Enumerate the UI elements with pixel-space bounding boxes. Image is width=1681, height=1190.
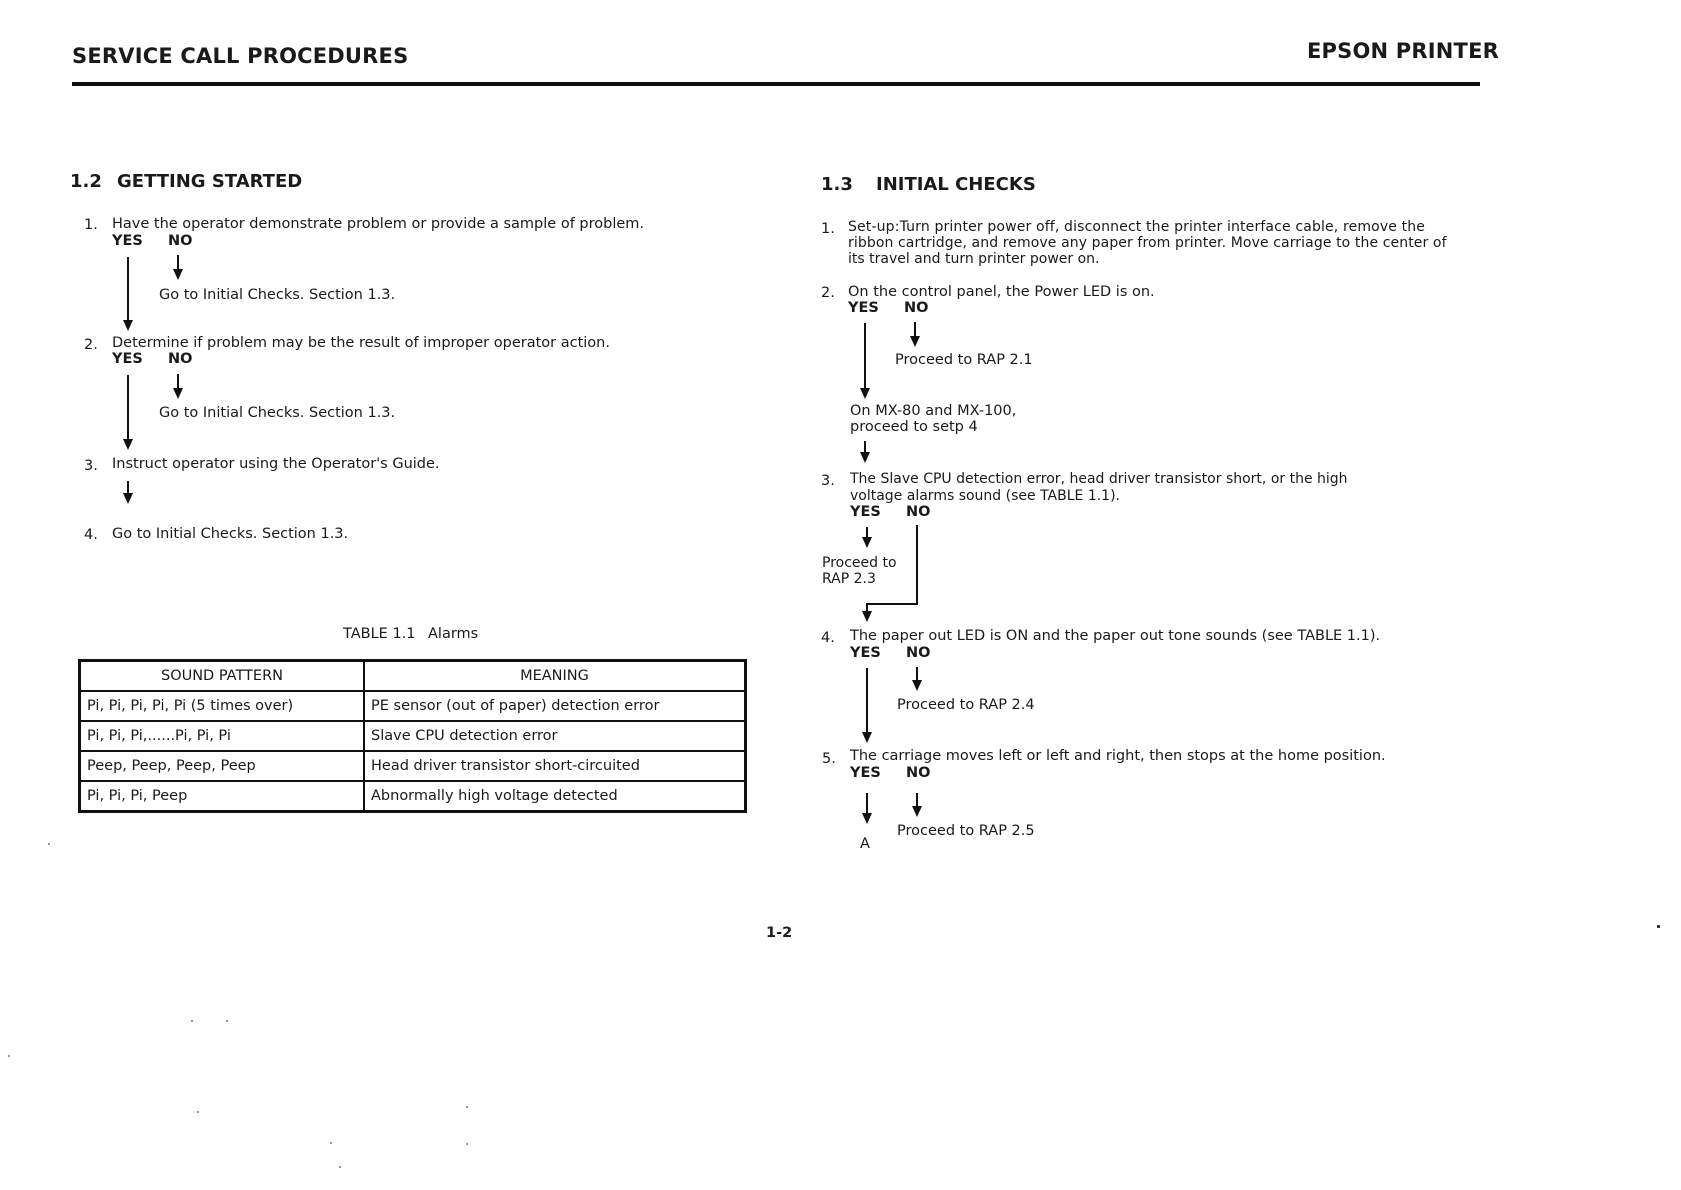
page-number: 1-2 bbox=[766, 925, 793, 941]
table-header-row bbox=[80, 661, 746, 692]
right-step-2-no-branch: Proceed to RAP 2.1 bbox=[895, 352, 1033, 368]
mx-note-line bbox=[864, 441, 866, 452]
left-step-1-no: NO bbox=[168, 233, 193, 249]
right-step-4-no-branch: Proceed to RAP 2.4 bbox=[897, 697, 1035, 713]
scan-speck bbox=[466, 1143, 468, 1145]
table-cell-meaning: PE sensor (out of paper) detection error bbox=[364, 691, 746, 721]
right-step-3-number: 3. bbox=[821, 473, 835, 489]
left-step-3-text: Instruct operator using the Operator's Guide. bbox=[112, 456, 440, 472]
right-step-3-merge-arrow bbox=[862, 611, 872, 622]
left-step-1-no-line bbox=[177, 255, 179, 269]
right-step-3-yes-line bbox=[866, 527, 868, 537]
table-cell-meaning: Slave CPU detection error bbox=[364, 721, 746, 751]
right-step-2-no-line bbox=[914, 322, 916, 336]
right-step-5-yes-line bbox=[866, 793, 868, 813]
header-left-title: SERVICE CALL PROCEDURES bbox=[72, 44, 409, 68]
right-step-2-text: On the control panel, the Power LED is on. bbox=[848, 284, 1155, 300]
left-step-1-number: 1. bbox=[84, 217, 98, 233]
table-row bbox=[80, 781, 746, 812]
right-step-5-no-arrow bbox=[912, 806, 922, 817]
header-rule bbox=[72, 82, 1480, 86]
right-step-5-yes-arrow bbox=[862, 813, 872, 824]
table-header-meaning: MEANING bbox=[364, 661, 746, 692]
connector-a: A bbox=[860, 836, 870, 852]
right-step-4-no-arrow bbox=[912, 680, 922, 691]
left-step-2-number: 2. bbox=[84, 337, 98, 353]
mx-note-line-2: proceed to setp 4 bbox=[850, 419, 978, 435]
right-step-1-line-1: Set-up:Turn printer power off, disconnect the printer interface cable, remove the bbox=[848, 219, 1426, 235]
right-step-2-number: 2. bbox=[821, 285, 835, 301]
right-step-3-no-line bbox=[916, 525, 918, 605]
alarms-table bbox=[78, 659, 747, 813]
table-caption-number: TABLE 1.1 bbox=[343, 626, 416, 642]
right-step-2-no: NO bbox=[904, 300, 929, 316]
right-step-3-yes: YES bbox=[850, 504, 881, 520]
right-step-3-yes-branch-line-2: RAP 2.3 bbox=[822, 571, 876, 587]
table-caption-title: Alarms bbox=[428, 626, 479, 642]
left-step-1-text: Have the operator demonstrate problem or provide a sample of problem. bbox=[112, 216, 645, 232]
right-step-5-no: NO bbox=[906, 765, 931, 781]
right-step-4-text: The paper out LED is ON and the paper out tone sounds (see TABLE 1.1). bbox=[850, 628, 1381, 644]
left-step-3-line bbox=[127, 481, 129, 493]
right-step-4-yes-line bbox=[866, 668, 868, 732]
table-cell-sound: Pi, Pi, Pi, Peep bbox=[80, 781, 365, 812]
right-step-2-yes: YES bbox=[848, 300, 879, 316]
right-step-3-yes-arrow bbox=[862, 537, 872, 548]
table-row bbox=[80, 721, 746, 751]
right-step-5-no-line bbox=[916, 793, 918, 806]
right-step-5-text: The carriage moves left or left and right, then stops at the home position. bbox=[850, 748, 1386, 764]
left-step-1-yes: YES bbox=[112, 233, 143, 249]
right-step-3-no-elbow bbox=[866, 603, 918, 605]
left-step-1-no-branch: Go to Initial Checks. Section 1.3. bbox=[159, 287, 396, 303]
left-step-2-no: NO bbox=[168, 351, 193, 367]
right-step-2-yes-arrow bbox=[860, 388, 870, 399]
right-step-3-line-2: voltage alarms sound (see TABLE 1.1). bbox=[850, 488, 1120, 504]
scan-speck bbox=[8, 1055, 10, 1057]
scan-speck bbox=[226, 1020, 228, 1022]
left-step-2-no-branch: Go to Initial Checks. Section 1.3. bbox=[159, 405, 396, 421]
right-step-3-no: NO bbox=[906, 504, 931, 520]
scan-speck bbox=[1657, 925, 1660, 928]
section-1-2-number: 1.2 bbox=[70, 171, 102, 192]
right-step-3-merge-line bbox=[866, 603, 868, 611]
right-step-4-number: 4. bbox=[821, 630, 835, 646]
table-header-sound-pattern: SOUND PATTERN bbox=[80, 661, 365, 692]
table-cell-meaning: Head driver transistor short-circuited bbox=[364, 751, 746, 781]
right-step-5-yes: YES bbox=[850, 765, 881, 781]
right-step-4-no: NO bbox=[906, 645, 931, 661]
left-step-4-number: 4. bbox=[84, 527, 98, 543]
left-step-2-no-arrow bbox=[173, 388, 183, 399]
right-step-4-no-line bbox=[916, 667, 918, 680]
right-step-4-yes-arrow bbox=[862, 732, 872, 743]
table-cell-meaning: Abnormally high voltage detected bbox=[364, 781, 746, 812]
scan-speck bbox=[191, 1020, 193, 1022]
right-step-2-no-arrow bbox=[910, 336, 920, 347]
section-1-3-number: 1.3 bbox=[821, 174, 853, 195]
left-step-2-yes: YES bbox=[112, 351, 143, 367]
right-step-3-yes-branch-line-1: Proceed to bbox=[822, 555, 897, 571]
right-step-1-line-3: its travel and turn printer power on. bbox=[848, 251, 1100, 267]
left-step-2-yes-arrow bbox=[123, 439, 133, 450]
scan-speck bbox=[466, 1106, 468, 1108]
left-step-1-yes-line bbox=[127, 257, 129, 320]
mx-note-line-1: On MX-80 and MX-100, bbox=[850, 403, 1017, 419]
section-1-2-title: GETTING STARTED bbox=[117, 171, 303, 192]
header-right-title: EPSON PRINTER bbox=[1307, 39, 1499, 63]
table-row bbox=[80, 691, 746, 721]
right-step-4-yes: YES bbox=[850, 645, 881, 661]
left-step-2-yes-line bbox=[127, 375, 129, 439]
scan-speck bbox=[339, 1166, 341, 1168]
table-cell-sound: Peep, Peep, Peep, Peep bbox=[80, 751, 365, 781]
right-step-3-line-1: The Slave CPU detection error, head driver transistor short, or the high bbox=[850, 471, 1348, 487]
right-step-2-yes-line bbox=[864, 323, 866, 388]
scan-speck bbox=[330, 1142, 332, 1144]
section-1-3-title: INITIAL CHECKS bbox=[876, 174, 1036, 195]
left-step-3-arrow bbox=[123, 493, 133, 504]
right-step-5-no-branch: Proceed to RAP 2.5 bbox=[897, 823, 1035, 839]
scan-speck bbox=[48, 843, 50, 845]
left-step-2-text: Determine if problem may be the result of improper operator action. bbox=[112, 335, 610, 351]
right-step-1-number: 1. bbox=[821, 221, 835, 237]
left-step-1-yes-arrow bbox=[123, 320, 133, 331]
table-cell-sound: Pi, Pi, Pi, Pi, Pi (5 times over) bbox=[80, 691, 365, 721]
right-step-5-number: 5. bbox=[822, 751, 836, 767]
right-step-1-line-2: ribbon cartridge, and remove any paper from printer. Move carriage to the center of bbox=[848, 235, 1447, 251]
left-step-4-text: Go to Initial Checks. Section 1.3. bbox=[112, 526, 349, 542]
table-row bbox=[80, 751, 746, 781]
table-cell-sound: Pi, Pi, Pi,......Pi, Pi, Pi bbox=[80, 721, 365, 751]
left-step-2-no-line bbox=[177, 374, 179, 388]
left-step-1-no-arrow bbox=[173, 269, 183, 280]
scan-speck bbox=[197, 1111, 199, 1113]
left-step-3-number: 3. bbox=[84, 458, 98, 474]
mx-note-arrow bbox=[860, 452, 870, 463]
